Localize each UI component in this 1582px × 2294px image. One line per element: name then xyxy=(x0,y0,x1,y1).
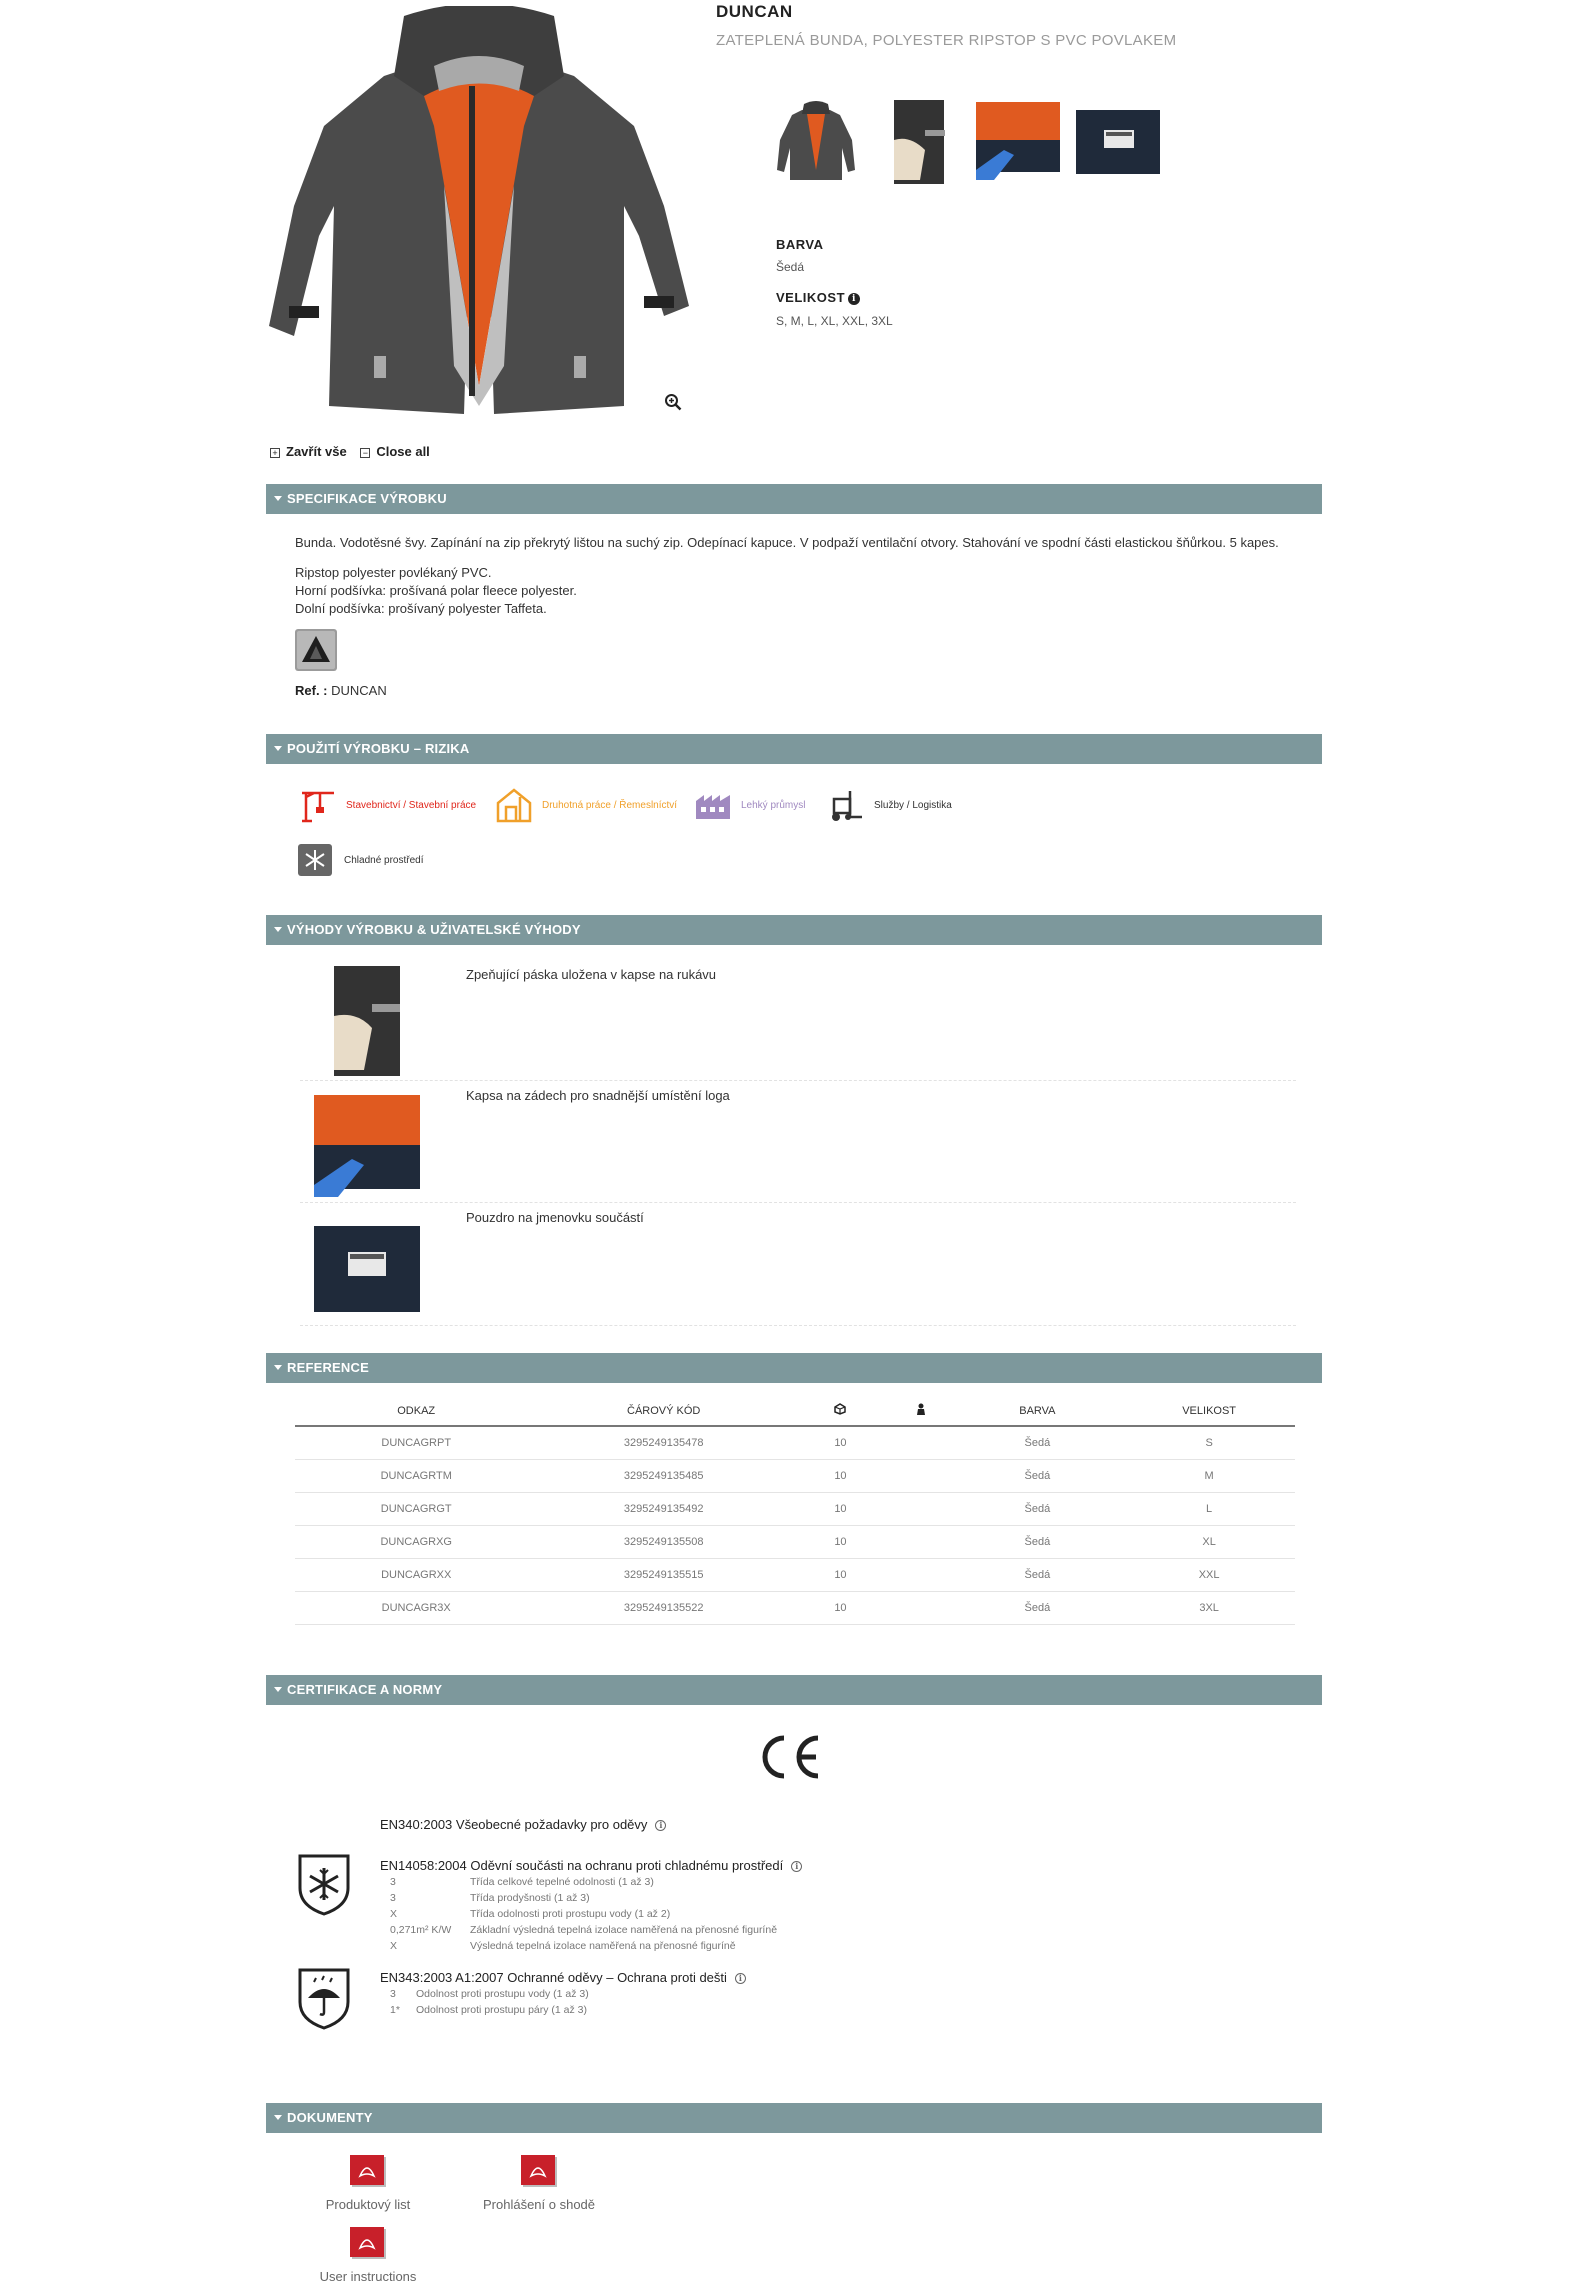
box-icon xyxy=(834,1403,846,1415)
spec-description: Bunda. Vodotěsné švy. Zapínání na zip překrytý lištou na suchý zip. Odepínací kapuce. V podpaží ventilační otvory. Stahování ve spodní části elastickou šňůrkou. 5 kapes. xyxy=(295,535,1279,550)
table-header-row xyxy=(295,1396,1295,1426)
caret-down-icon xyxy=(274,927,282,932)
section-docs-header[interactable]: DOKUMENTY xyxy=(266,2103,1322,2133)
size-value: S, M, L, XL, XXL, 3XL xyxy=(776,314,893,328)
table-row: DUNCAGR3X 3295249135522 10 Šedá 3XL xyxy=(295,1591,1295,1624)
product-subtitle: ZATEPLENÁ BUNDA, POLYESTER RIPSTOP S PVC POVLAKEM xyxy=(716,32,1177,49)
person-icon xyxy=(916,1403,926,1415)
section-usage-header[interactable]: POUŽITÍ VÝROBKU – RIZIKA xyxy=(266,734,1322,764)
benefit-text: Zpeňující páska uložena v kapse na rukávu xyxy=(466,967,717,982)
table-row: DUNCAGRTM 3295249135485 10 Šedá M xyxy=(295,1459,1295,1492)
caret-down-icon xyxy=(274,1365,282,1370)
benefit-separator xyxy=(300,1080,1296,1081)
thumbnail-back-pocket[interactable] xyxy=(974,100,1062,184)
table-row: DUNCAGRXX 3295249135515 10 Šedá XXL xyxy=(295,1558,1295,1591)
info-icon[interactable]: i xyxy=(848,293,860,305)
caret-down-icon xyxy=(274,1687,282,1692)
col-odkaz: ODKAZ xyxy=(295,1396,537,1426)
caret-down-icon xyxy=(274,746,282,751)
usage-craft: Druhotná práce / Řemeslníctví xyxy=(494,785,677,825)
caret-down-icon xyxy=(274,496,282,501)
col-person-icon xyxy=(891,1396,952,1426)
delta-plus-logo-icon xyxy=(295,629,337,671)
col-pack-icon xyxy=(790,1396,891,1426)
rain-protection-shield-icon xyxy=(296,1966,352,2030)
section-spec-header[interactable]: SPECIFIKACE VÝROBKU xyxy=(266,484,1322,514)
table-row: DUNCAGRPT 3295249135478 10 Šedá S xyxy=(295,1426,1295,1459)
col-color: BARVA xyxy=(952,1396,1124,1426)
product-main-image[interactable] xyxy=(264,6,694,416)
spec-material-2: Horní podšívka: prošívaná polar fleece polyester. xyxy=(295,583,577,598)
factory-icon xyxy=(693,787,733,823)
usage-cold-environment: Chladné prostředí xyxy=(296,840,424,880)
benefit-separator xyxy=(300,1325,1296,1326)
size-label: VELIKOST i xyxy=(776,290,860,305)
expand-toggles xyxy=(270,444,440,459)
benefit-text: Pouzdro na jmenovku součástí xyxy=(466,1210,644,1225)
usage-logistics: Služby / Logistika xyxy=(826,785,952,825)
table-row: DUNCAGRGT 3295249135492 10 Šedá L xyxy=(295,1492,1295,1525)
house-icon xyxy=(494,787,534,823)
crane-icon xyxy=(296,787,338,823)
doc-product-sheet[interactable]: Produktový list xyxy=(298,2154,438,2212)
close-all-toggle[interactable]: − Close all xyxy=(360,444,429,459)
forklift-icon xyxy=(826,787,866,823)
benefit-image-name-pouch xyxy=(312,1216,422,1326)
cert-en343: EN343:2003 A1:2007 Ochranné oděvy – Ochrana proti dešti i xyxy=(380,1970,746,1985)
color-label: BARVA xyxy=(776,237,824,252)
info-icon[interactable]: i xyxy=(655,1820,666,1831)
thumbnail-jacket[interactable] xyxy=(772,100,860,184)
section-benefits-header[interactable]: VÝHODY VÝROBKU & UŽIVATELSKÉ VÝHODY xyxy=(266,915,1322,945)
caret-down-icon xyxy=(274,2115,282,2120)
benefit-separator xyxy=(300,1202,1296,1203)
pdf-icon xyxy=(348,2226,388,2260)
col-barcode: ČÁROVÝ KÓD xyxy=(537,1396,790,1426)
info-icon[interactable]: i xyxy=(735,1973,746,1984)
pdf-icon xyxy=(519,2154,559,2188)
col-size: VELIKOST xyxy=(1123,1396,1295,1426)
minus-box-icon: − xyxy=(360,448,370,458)
table-row: DUNCAGRXG 3295249135508 10 Šedá XL xyxy=(295,1525,1295,1558)
snowflake-icon xyxy=(296,842,336,878)
reference-table xyxy=(295,1396,1295,1625)
cold-protection-shield-icon xyxy=(296,1852,352,1916)
expand-all-toggle[interactable]: + Zavřít vše xyxy=(270,444,347,459)
spec-material-1: Ripstop polyester povlékaný PVC. xyxy=(295,565,492,580)
pdf-icon xyxy=(348,2154,388,2188)
cert-en14058: EN14058:2004 Oděvní součásti na ochranu proti chladnému prostředí i xyxy=(380,1858,802,1873)
product-name: DUNCAN xyxy=(716,2,793,21)
spec-ref: Ref. : DUNCAN xyxy=(295,683,387,698)
doc-user-instructions[interactable]: User instructions xyxy=(298,2226,438,2284)
doc-declaration-conformity[interactable]: Prohlášení o shodě xyxy=(469,2154,609,2212)
zoom-icon[interactable] xyxy=(664,393,682,411)
benefit-image-back-pocket xyxy=(312,1093,422,1203)
spec-material-3: Dolní podšívka: prošívaný polyester Taffeta. xyxy=(295,601,547,616)
thumbnail-sleeve[interactable] xyxy=(880,100,968,184)
section-reference-header[interactable]: REFERENCE xyxy=(266,1353,1322,1383)
benefit-text: Kapsa na zádech pro snadnější umístění loga xyxy=(466,1088,730,1103)
cert-en340: EN340:2003 Všeobecné požadavky pro oděvy i xyxy=(380,1817,666,1832)
ce-mark-icon xyxy=(754,1732,824,1782)
section-certs-header[interactable]: CERTIFIKACE A NORMY xyxy=(266,1675,1322,1705)
thumbnail-name-pouch[interactable] xyxy=(1074,100,1162,184)
benefit-image-sleeve-pocket xyxy=(312,966,422,1076)
info-icon[interactable]: i xyxy=(791,1861,802,1872)
color-value: Šedá xyxy=(776,260,805,274)
usage-construction: Stavebnictví / Stavební práce xyxy=(296,785,476,825)
usage-light-industry: Lehký průmysl xyxy=(693,785,805,825)
plus-box-icon: + xyxy=(270,448,280,458)
